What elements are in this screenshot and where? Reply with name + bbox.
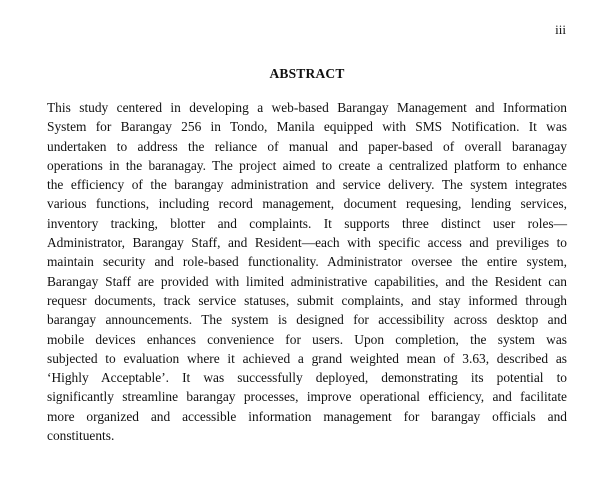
abstract-line: significantly streamline barangay processes, improve operational efficiency, and facilitate	[47, 389, 567, 405]
abstract-line: Barangay Staff are provided with limited administrative capabilities, and the Resident can	[47, 273, 567, 289]
abstract-line: subjected to evaluation where it achieved a grand weighted mean of 3.63, described as	[47, 350, 567, 366]
abstract-line: undertaken to address the reliance of manual and paper-based of overall baranagay	[47, 138, 567, 154]
abstract-line: Administrator, Barangay Staff, and Resident—each with specific access and previliges to	[47, 235, 567, 251]
abstract-line: ‘Highly Acceptable’. It was successfully deployed, demonstrating its potential to	[47, 370, 567, 386]
abstract-line: barangay announcements. The system is designed for accessibility across desktop and	[47, 312, 567, 328]
abstract-line: various functions, including record management, document requesing, lending services,	[47, 196, 567, 212]
abstract-line: operations in the baranagay. The project aimed to create a centralized platform to enhance	[47, 157, 567, 173]
abstract-line: more organized and accessible information management for barangay officials and	[47, 408, 567, 424]
abstract-line: maintain security and role-based functionality. Administrator oversee the entire system,	[47, 254, 567, 270]
abstract-paragraph	[47, 98, 567, 445]
abstract-title: ABSTRACT	[269, 66, 345, 81]
abstract-line: the efficiency of the barangay administration and service delivery. The system integrates	[47, 177, 567, 193]
abstract-line: mobile devices enhances convenience for users. Upon completion, the system was	[47, 331, 567, 347]
abstract-line: constituents.	[47, 428, 115, 444]
abstract-line: System for Barangay 256 in Tondo, Manila equipped with SMS Notification. It was	[47, 119, 567, 135]
abstract-line: inventory tracking, blotter and complaints. It supports three distinct user roles—	[47, 215, 567, 231]
page-number: iii	[555, 22, 566, 37]
abstract-line: requesr documents, track service statuses, submit complaints, and stay informed through	[47, 292, 567, 308]
abstract-line: This study centered in developing a web-based Barangay Management and Information	[47, 100, 567, 115]
